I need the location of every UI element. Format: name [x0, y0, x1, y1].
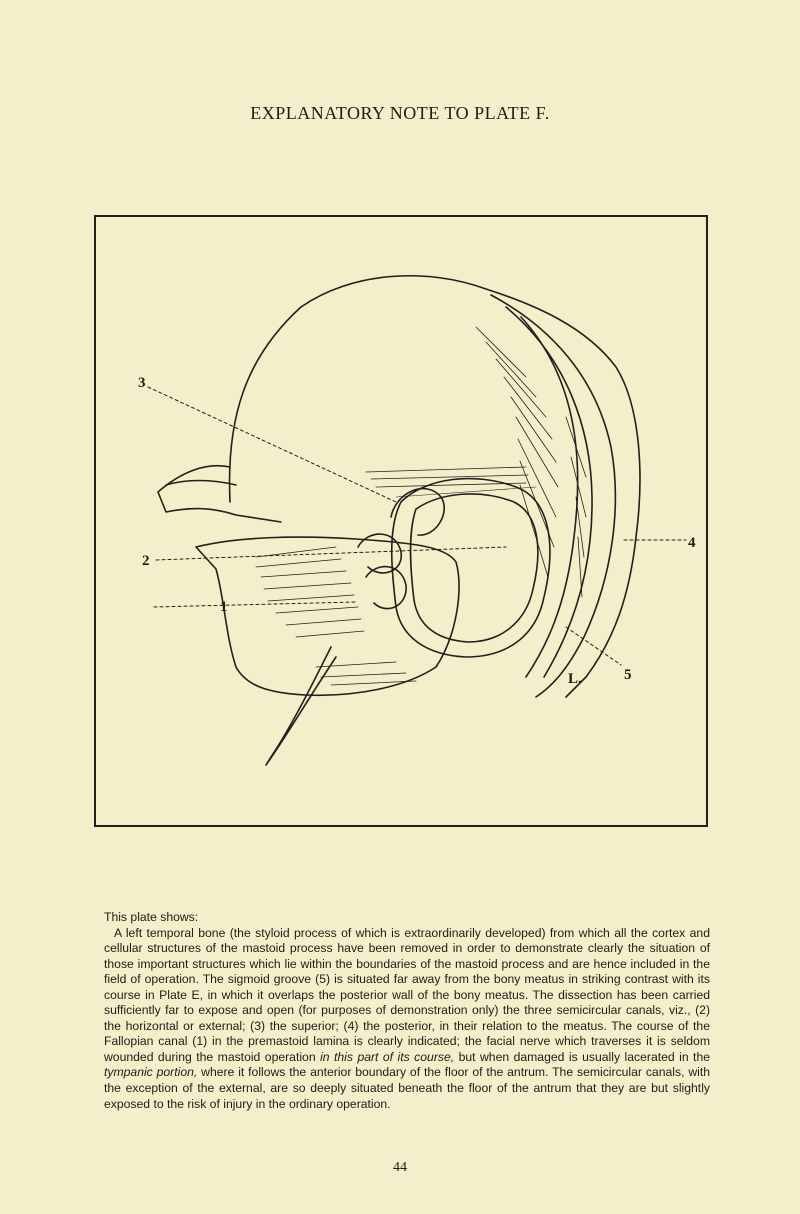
caption-body: [104, 926, 710, 1113]
caption-italic-2: tympanic portion,: [104, 1065, 198, 1080]
label-1: 1: [220, 599, 228, 615]
page-title: EXPLANATORY NOTE TO PLATE F.: [250, 103, 550, 123]
caption-italic-1: in this part of its course,: [320, 1049, 455, 1064]
plate-caption: [104, 910, 710, 1112]
plate-figure: [94, 215, 708, 827]
styloid-process: [266, 647, 336, 765]
caption-text-2: but when damaged is usually lacerated in the: [454, 1049, 711, 1064]
leader-1: [154, 602, 356, 607]
label-4: 4: [688, 535, 696, 551]
temporal-bone-illustration: [96, 217, 706, 825]
mastoid-rim: [491, 295, 615, 697]
label-2: 2: [142, 553, 150, 569]
label-5: 5: [624, 667, 632, 683]
label-3: 3: [138, 375, 146, 391]
zygomatic-process: [158, 466, 281, 522]
caption-text-1: A left temporal bone (the styloid process of which is extraordinarily developed) from which all the cortex and cellular structures of the mastoid process have been removed in order to demonstrate clearly the situation of those important structures which lie within the boundaries of the mastoid process and are hence included in the field of operation. The sigmoid groove (5) is situated far away from the bony meatus in striking contrast with its course in Plate E, in which it overlaps the posterior wall of the bony meatus. The dissection has been carried sufficiently far to expose and open (for purposes of demonstration only) the three semicircular canals, viz., (2) the horizontal or external; (3) the superior; (4) the posterior, in their relation to the meatus. The course of the Fallopian canal (1) in the premastoid lamina is clearly indicated; the facial nerve which traverses it is seldom wounded during the mastoid operation: [104, 925, 710, 1064]
caption-intro: This plate shows:: [104, 910, 199, 924]
leader-3: [148, 387, 396, 502]
label-side: L.: [568, 671, 582, 687]
caption-text-3: where it follows the anterior boundary of the floor of the antrum. The semicircular canals, with the exception of the external, are so deeply situated beneath the floor of the antrum that they are but slightly exposed to the risk of injury in the ordinary operation.: [104, 1065, 710, 1111]
page-number: 44: [393, 1160, 407, 1175]
